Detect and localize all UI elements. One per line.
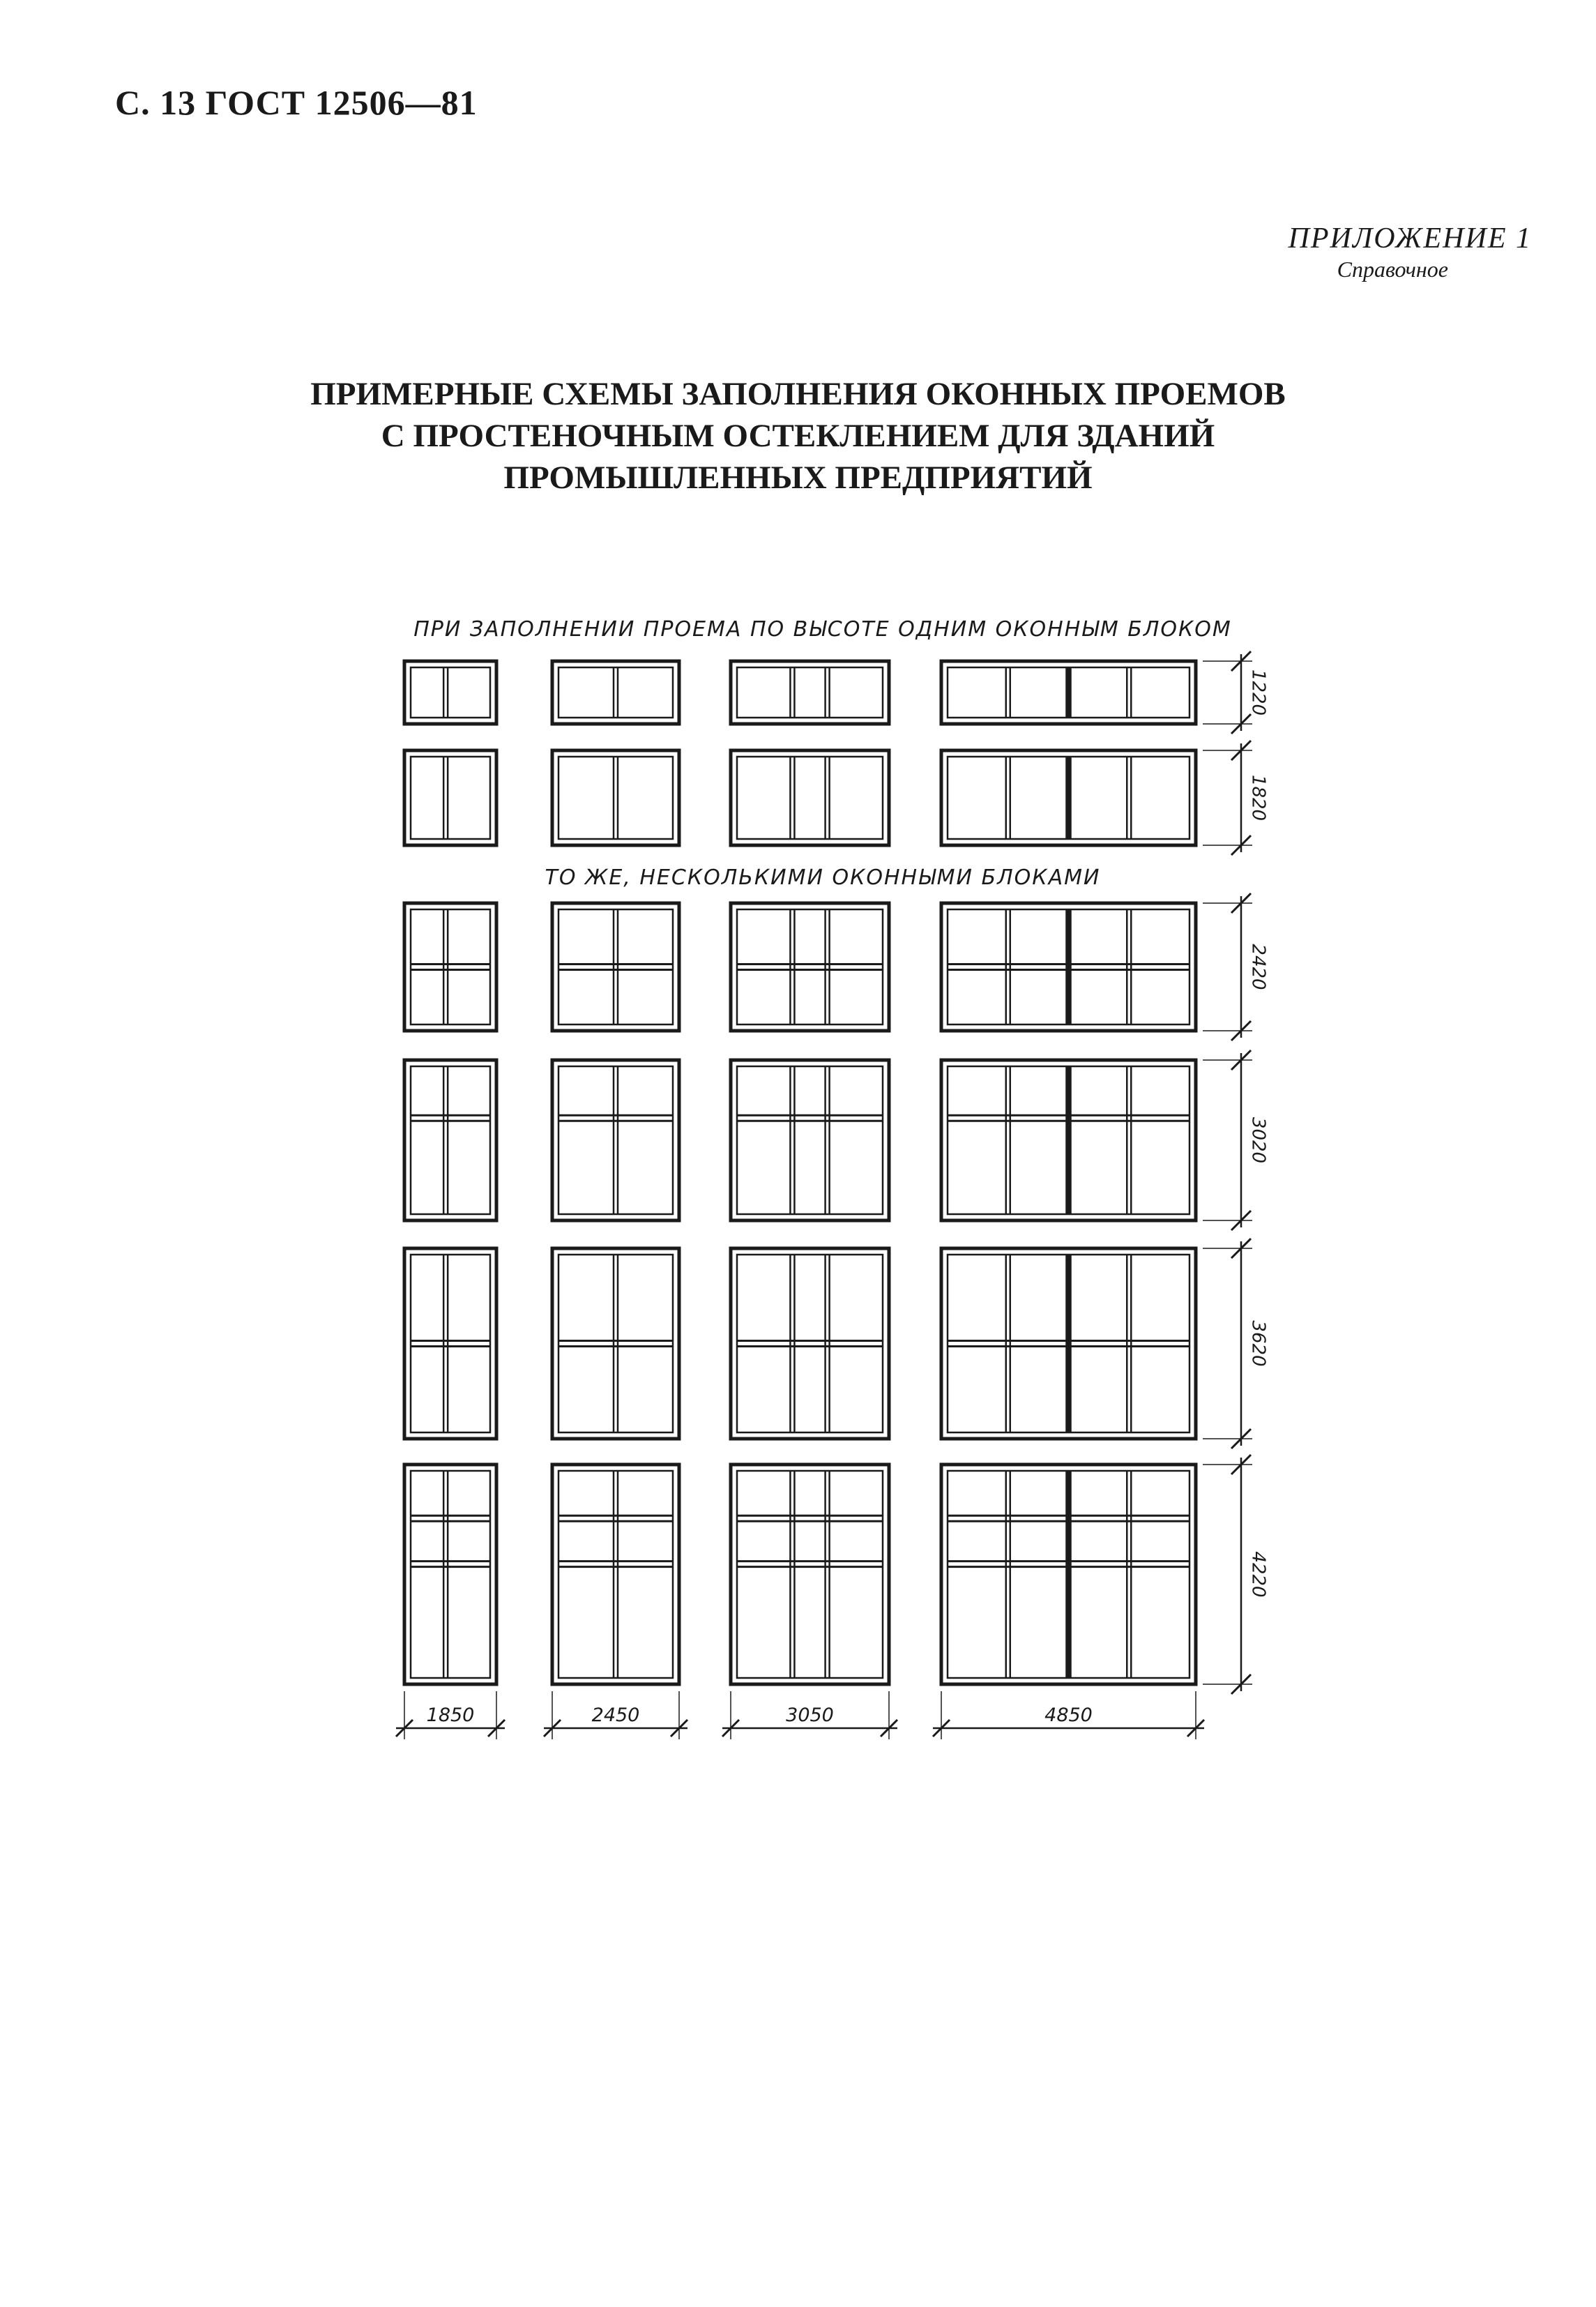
window-frame-outer (404, 1248, 496, 1439)
height-dimension-6 (1203, 1455, 1269, 1694)
window-row4-col2 (552, 1060, 679, 1220)
width-dimension-1 (396, 1691, 505, 1739)
width-dimensions (396, 1691, 1204, 1739)
window-frame-inner (411, 1066, 490, 1214)
window-row2-col2 (552, 750, 679, 845)
width-dimension-3 (722, 1691, 897, 1739)
window-frame-inner (737, 1471, 883, 1678)
window-row6-col3 (731, 1465, 889, 1684)
height-dimensions (1203, 651, 1269, 1694)
window-frame-inner (411, 909, 490, 1024)
window-frame-outer (552, 1060, 679, 1220)
height-dimension-2 (1203, 741, 1269, 855)
window-grid (404, 661, 1196, 1684)
window-frame-outer (404, 750, 496, 845)
window-frame-inner (411, 757, 490, 839)
window-frame-inner (737, 1255, 883, 1432)
window-frame-outer (404, 1060, 496, 1220)
width-dimension-label: 2450 (591, 1704, 640, 1726)
height-dimension-label: 1220 (1247, 669, 1269, 716)
width-dimension-4 (933, 1691, 1204, 1739)
window-row4-col3 (731, 1060, 889, 1220)
window-row5-col2 (552, 1248, 679, 1439)
window-row4-col1 (404, 1060, 496, 1220)
window-frame-inner (558, 1066, 673, 1214)
window-frame-inner (411, 1471, 490, 1678)
window-frame-outer (731, 1248, 889, 1439)
window-row5-col1 (404, 1248, 496, 1439)
window-frame-outer (552, 1465, 679, 1684)
document-title-line-3: ПРОМЫШЛЕННЫХ ПРЕДПРИЯТИЙ (503, 460, 1093, 496)
window-frame-outer (552, 661, 679, 724)
window-row1-col3 (731, 661, 889, 724)
window-frame-outer (552, 903, 679, 1031)
window-row5-col4 (941, 1248, 1196, 1439)
window-frame-inner (737, 667, 883, 718)
window-row6-col1 (404, 1465, 496, 1684)
height-dimension-label: 4220 (1247, 1551, 1269, 1598)
window-row5-col3 (731, 1248, 889, 1439)
appendix-title: ПРИЛОЖЕНИЕ 1 (1288, 222, 1532, 255)
window-frame-outer (404, 1465, 496, 1684)
window-frame-outer (731, 1060, 889, 1220)
window-row2-col4 (941, 750, 1196, 845)
document-title-line-2: С ПРОСТЕНОЧНЫМ ОСТЕКЛЕНИЕМ ДЛЯ ЗДАНИЙ (381, 418, 1215, 454)
window-frame-inner (558, 1255, 673, 1432)
window-row6-col4 (941, 1465, 1196, 1684)
window-row2-col1 (404, 750, 496, 845)
window-row3-col4 (941, 903, 1196, 1031)
width-dimension-label: 4850 (1044, 1704, 1093, 1726)
window-frame-outer (552, 750, 679, 845)
window-frame-outer (404, 903, 496, 1031)
window-frame-inner (737, 1066, 883, 1214)
window-row3-col3 (731, 903, 889, 1031)
window-row3-col1 (404, 903, 496, 1031)
document-title-line-1: ПРИМЕРНЫЕ СХЕМЫ ЗАПОЛНЕНИЯ ОКОННЫХ ПРОЕМОВ (310, 376, 1286, 412)
window-row1-col2 (552, 661, 679, 724)
caption-multiple-blocks: ТО ЖЕ, НЕСКОЛЬКИМИ ОКОННЫМИ БЛОКАМИ (545, 865, 1101, 890)
window-frame-inner (737, 757, 883, 839)
window-frame-inner (558, 757, 673, 839)
window-row6-col2 (552, 1465, 679, 1684)
window-frame-inner (558, 909, 673, 1024)
height-dimension-label: 3620 (1247, 1320, 1269, 1367)
page-header: С. 13 ГОСТ 12506—81 (115, 83, 478, 122)
window-row2-col3 (731, 750, 889, 845)
window-frame-outer (731, 903, 889, 1031)
window-frame-inner (558, 1471, 673, 1678)
width-dimension-label: 3050 (786, 1704, 834, 1726)
appendix-subtitle: Справочное (1337, 257, 1448, 282)
width-dimension-2 (544, 1691, 687, 1739)
width-dimension-label: 1850 (426, 1704, 475, 1726)
caption-single-block: ПРИ ЗАПОЛНЕНИИ ПРОЕМА ПО ВЫСОТЕ ОДНИМ ОКОННЫМ БЛОКОМ (413, 617, 1232, 642)
window-frame-inner (558, 667, 673, 718)
window-row1-col1 (404, 661, 496, 724)
height-dimension-1 (1203, 651, 1269, 734)
window-row1-col4 (941, 661, 1196, 724)
window-frame-outer (731, 750, 889, 845)
window-frame-inner (737, 909, 883, 1024)
height-dimension-4 (1203, 1050, 1269, 1230)
height-dimension-label: 3020 (1247, 1117, 1269, 1164)
window-frame-inner (411, 1255, 490, 1432)
height-dimension-3 (1203, 893, 1269, 1041)
window-row4-col4 (941, 1060, 1196, 1220)
height-dimension-label: 1820 (1247, 774, 1269, 822)
height-dimension-label: 2420 (1247, 944, 1269, 990)
window-frame-inner (411, 667, 490, 718)
window-frame-outer (731, 661, 889, 724)
height-dimension-5 (1203, 1239, 1269, 1449)
window-row3-col2 (552, 903, 679, 1031)
window-frame-outer (731, 1465, 889, 1684)
window-frame-outer (552, 1248, 679, 1439)
window-frame-outer (404, 661, 496, 724)
